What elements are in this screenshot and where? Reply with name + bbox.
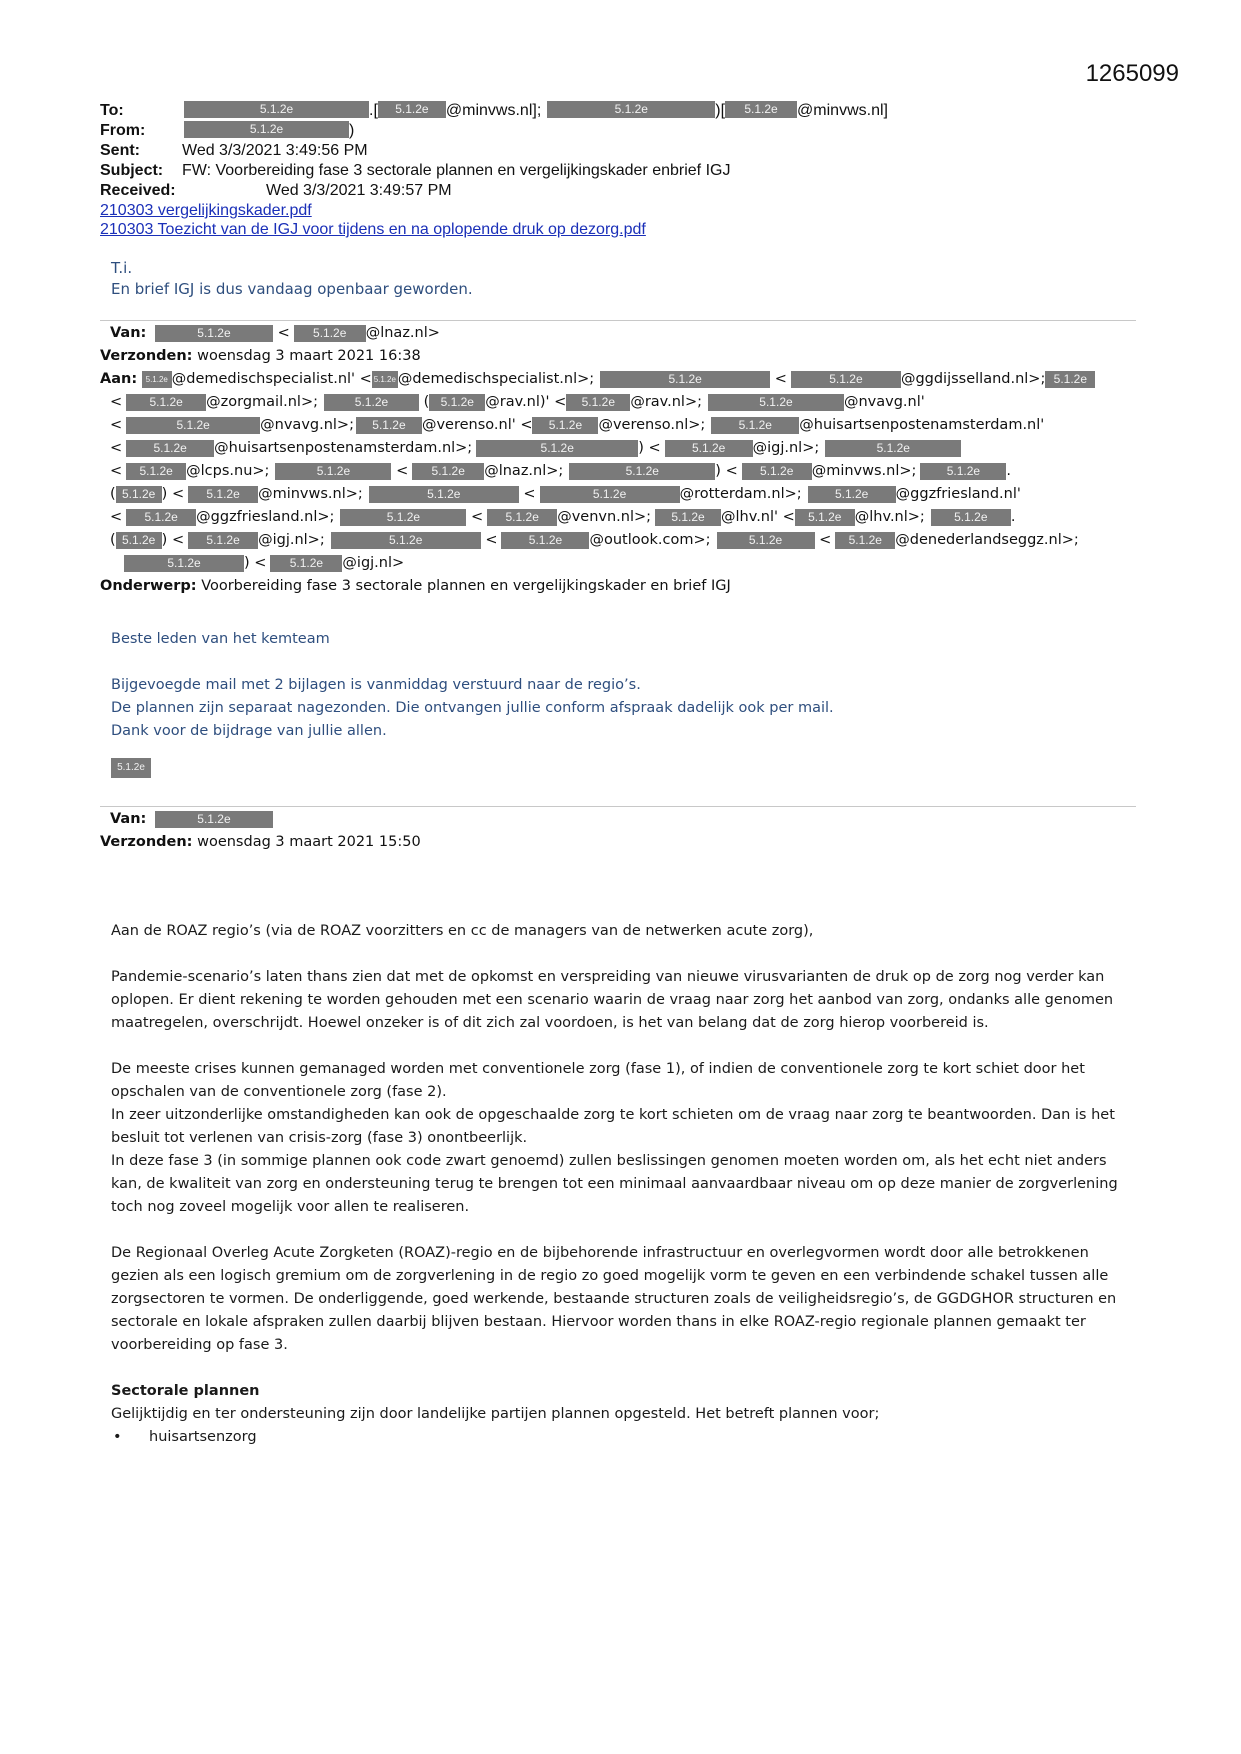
redaction: 5.1.2e [566, 394, 630, 411]
recipient-text: @lhv.nl' < [721, 509, 795, 525]
redaction: 5.1.2e [356, 417, 422, 434]
recipient-text: @demedischspecialist.nl' < [171, 371, 372, 387]
received-label: Received: [100, 182, 176, 199]
redaction: 5.1.2e [188, 532, 258, 549]
from-row [100, 121, 1160, 141]
van-label: Van: [110, 325, 147, 341]
verzonden-row [100, 345, 1140, 368]
redaction: 5.1.2e [487, 509, 557, 526]
verzonden-label: Verzonden: [100, 834, 193, 850]
redaction: 5.1.2e [808, 486, 896, 503]
redaction: 5.1.2e [116, 486, 162, 503]
redaction: 5.1.2e [275, 463, 391, 480]
redaction: 5.1.2e [294, 325, 366, 342]
redaction: 5.1.2e [717, 532, 815, 549]
letter-body [111, 920, 1131, 1449]
redaction: 5.1.2e [126, 440, 214, 457]
sent-value: Wed 3/3/2021 3:49:56 PM [182, 142, 368, 159]
redaction: 5.1.2e [184, 101, 369, 118]
recipient-text: < [110, 509, 123, 525]
van-row [100, 808, 1140, 831]
email-header [100, 101, 1160, 239]
redaction: 5.1.2e [324, 394, 419, 411]
redaction: 5.1.2e [540, 486, 680, 503]
redaction: 5.1.2e [126, 394, 206, 411]
redaction: 5.1.2e [126, 463, 186, 480]
document-number: 1265099 [1085, 60, 1179, 87]
redaction: 5.1.2e [1045, 371, 1095, 388]
redaction: 5.1.2e [372, 371, 398, 388]
attachments [100, 201, 1160, 239]
subject-value: FW: Voorbereiding fase 3 sectorale plannen en vergelijkingskader enbrief IGJ [182, 162, 731, 179]
letter-paragraph: Aan de ROAZ regio’s (via de ROAZ voorzitters en cc de managers van de netwerken acute zorg), [111, 923, 814, 939]
recipient-text: @lcps.nu>; [186, 463, 270, 479]
letter-paragraph: De meeste crises kunnen gemanaged worden met conventionele zorg (fase 1), of indien de conventionele zorg te kort schiet door het opschalen van de conventionele zorg (fase 2). [111, 1061, 1085, 1100]
recipient-text: @ggzfriesland.nl>; [196, 509, 335, 525]
received-value: Wed 3/3/2021 3:49:57 PM [266, 182, 452, 199]
to-row [100, 101, 1160, 121]
list-item-text: huisartsenzorg [149, 1429, 257, 1445]
redaction: 5.1.2e [476, 440, 638, 457]
recipient-text: ( [423, 394, 430, 410]
recipient-text: ) < [161, 532, 185, 548]
verzonden-value: woensdag 3 maart 2021 15:50 [197, 834, 421, 850]
redaction: 5.1.2e [116, 532, 162, 549]
received-row [100, 181, 1160, 201]
recipient-text: @outlook.com>; [589, 532, 711, 548]
forward-header-1 [100, 322, 1140, 598]
recipient-text: < [110, 463, 123, 479]
recipient-text: @minvws.nl>; [811, 463, 917, 479]
redaction: 5.1.2e [742, 463, 812, 480]
letter-paragraph: De Regionaal Overleg Acute Zorgketen (ROAZ)-regio en de bijbehorende infrastructuur en overlegvormen wordt door alle betrokkenen gezien als een logisch gremium om de zorgverlening in de regio zo goed mogelijk vorm te geven en een verbindende schakel tussen alle zorgsectoren te vormen. De onderliggende, goed werkende, bestaande structuren zoals de veiligheidsregio’s, de GGDGHOR structuren en sectorale en lokale afspraken zullen daarbij blijven bestaan. Hiervoor worden thans in elke ROAZ-regio regionale plannen gemaakt ter voorbereiding op fase 3. [111, 1245, 1117, 1353]
recipient-text: @lnaz.nl>; [484, 463, 564, 479]
recipient-text: @verenso.nl' < [421, 417, 533, 433]
to-text: )[ [715, 102, 726, 119]
redaction: 5.1.2e [665, 440, 753, 457]
verzonden-row [100, 831, 1140, 854]
redaction: 5.1.2e [184, 121, 349, 138]
redaction: 5.1.2e [369, 486, 519, 503]
verzonden-label: Verzonden: [100, 348, 193, 364]
separator [100, 806, 1136, 807]
recipient-text: < [110, 440, 123, 456]
signature-redaction: 5.1.2e [111, 758, 151, 778]
redaction: 5.1.2e [340, 509, 466, 526]
recipient-text: @rav.nl)' < [485, 394, 567, 410]
greeting: Beste leden van het kemteam [111, 631, 330, 647]
verzonden-value: woensdag 3 maart 2021 16:38 [197, 348, 421, 364]
redaction: 5.1.2e [378, 101, 446, 118]
recipient-text: @nvavg.nl' [843, 394, 925, 410]
recipient-text: < [485, 532, 498, 548]
redaction: 5.1.2e [708, 394, 844, 411]
attachment-link[interactable]: 210303 vergelijkingskader.pdf [100, 202, 312, 219]
to-text: @minvws.nl]; [445, 102, 542, 119]
recipient-text: ( [110, 532, 116, 548]
recipient-text: @igj.nl>; [752, 440, 820, 456]
body-line: De plannen zijn separaat nagezonden. Die ontvangen jullie conform afspraak dadelijk ook per mail. [111, 700, 834, 716]
redaction: 5.1.2e [931, 509, 1011, 526]
redaction: 5.1.2e [920, 463, 1006, 480]
recipient-text: . [1010, 509, 1016, 525]
redaction: 5.1.2e [791, 371, 901, 388]
sent-label: Sent: [100, 142, 140, 159]
redaction: 5.1.2e [532, 417, 598, 434]
separator [100, 320, 1136, 321]
recipient-text: @demedischspecialist.nl>; [397, 371, 595, 387]
note-line: T.i. [111, 259, 133, 277]
onderwerp-label: Onderwerp: [100, 578, 197, 594]
recipient-text: < [471, 509, 484, 525]
recipient-text: @ggzfriesland.nl' [895, 486, 1021, 502]
subject-label: Subject: [100, 162, 164, 179]
redaction: 5.1.2e [412, 463, 484, 480]
plan-list [111, 1426, 1131, 1449]
to-label: To: [100, 102, 124, 119]
body-line: Dank voor de bijdrage van jullie allen. [111, 723, 387, 739]
redaction: 5.1.2e [126, 509, 196, 526]
body-line: Bijgevoegde mail met 2 bijlagen is vanmiddag verstuurd naar de regio’s. [111, 677, 641, 693]
redaction: 5.1.2e [331, 532, 481, 549]
redaction: 5.1.2e [124, 555, 244, 572]
to-text: @minvws.nl] [797, 102, 888, 119]
recipient-text: < [819, 532, 832, 548]
sent-row [100, 141, 1160, 161]
redaction: 5.1.2e [501, 532, 589, 549]
redaction: 5.1.2e [547, 101, 715, 118]
redaction: 5.1.2e [711, 417, 799, 434]
redaction: 5.1.2e [155, 811, 273, 828]
recipient-text: @igj.nl>; [258, 532, 325, 548]
recipient-text: ( [110, 486, 116, 502]
redaction: 5.1.2e [126, 417, 260, 434]
attachment-link[interactable]: 210303 Toezicht van de IGJ voor tijdens en na oplopende druk op dezorg.pdf [100, 221, 646, 238]
van-row: Van: 5.1.2e < 5.1.2e @lnaz.nl> [110, 325, 440, 341]
from-label: From: [100, 122, 146, 139]
redaction: 5.1.2e [795, 509, 855, 526]
aan-recipients [100, 368, 1140, 575]
van-label: Van: [110, 811, 147, 827]
recipient-text: @ggdijsselland.nl>; [900, 371, 1046, 387]
note [111, 258, 1131, 300]
redaction: 5.1.2e [188, 486, 258, 503]
recipient-text: ) < [638, 440, 661, 456]
recipient-text: . [1006, 463, 1012, 479]
redaction: 5.1.2e [600, 371, 770, 388]
recipient-text: @nvavg.nl>; [260, 417, 354, 433]
recipient-text: ) < [161, 486, 185, 502]
redaction: 5.1.2e [155, 325, 273, 342]
forward-body-1 [111, 628, 1131, 780]
letter-paragraph: Pandemie-scenario’s laten thans zien dat met de opkomst en verspreiding van nieuwe virusvarianten de druk op de zorg nog verder kan oplopen. Er dient rekening te worden gehouden met een scenario waarin de vraag naar zorg het aanbod van zorg, ondanks alle genomen maatregelen, overschrijdt. Hoewel onzeker is of dit zich zal voordoen, is het van belang dat de zorg hierop voorbereid is. [111, 969, 1114, 1031]
recipient-text: @zorgmail.nl>; [206, 394, 318, 410]
forward-header-2 [100, 808, 1140, 854]
from-text: ) [349, 122, 355, 139]
recipient-text: @denederlandseggz.nl>; [895, 532, 1079, 548]
note-line: En brief IGJ is dus vandaag openbaar geworden. [111, 280, 473, 298]
van-email: @lnaz.nl> [365, 325, 440, 341]
to-text: .[ [369, 102, 378, 119]
redaction: 5.1.2e [825, 440, 961, 457]
redaction: 5.1.2e [569, 463, 715, 480]
recipient-text: < [110, 394, 123, 410]
recipient-text: @rotterdam.nl>; [679, 486, 802, 502]
recipient-text: ) < [715, 463, 738, 479]
letter-paragraph: Gelijktijdig en ter ondersteuning zijn door landelijke partijen plannen opgesteld. Het betreft plannen voor; [111, 1406, 880, 1422]
recipient-text: < [774, 371, 787, 387]
list-item [111, 1426, 1131, 1449]
recipient-text: < [110, 417, 123, 433]
recipient-text: @rav.nl>; [630, 394, 702, 410]
subject-row [100, 161, 1160, 181]
recipient-text: < [523, 486, 536, 502]
redaction: 5.1.2e [429, 394, 485, 411]
recipient-text: @minvws.nl>; [258, 486, 363, 502]
redaction: 5.1.2e [142, 371, 172, 388]
recipient-text: < [396, 463, 409, 479]
recipient-text: ) < [244, 555, 267, 571]
redaction: 5.1.2e [655, 509, 721, 526]
onderwerp-value: Voorbereiding fase 3 sectorale plannen en vergelijkingskader en brief IGJ [201, 578, 731, 594]
letter-paragraph: In zeer uitzonderlijke omstandigheden kan ook de opgeschaalde zorg te kort schieten om de vraag naar zorg te beantwoorden. Dan is het besluit tot verlenen van crisis-zorg (fase 3) onontbeerlijk. [111, 1107, 1115, 1146]
onderwerp-row [100, 575, 1140, 598]
recipient-text: @verenso.nl>; [598, 417, 706, 433]
recipient-text: @venvn.nl>; [557, 509, 652, 525]
recipient-text: @huisartsenpostenamsterdam.nl' [799, 417, 1045, 433]
section-heading: Sectorale plannen [111, 1383, 260, 1399]
redaction: 5.1.2e [725, 101, 797, 118]
letter-paragraph: In deze fase 3 (in sommige plannen ook code zwart genoemd) zullen beslissingen genomen moeten worden om, als het echt niet anders kan, de kwaliteit van zorg en ondersteuning terug te brengen tot een minimaal aanvaardbaar niveau om op deze manier de zorgverlening toch nog zoveel mogelijk voor allen te realiseren. [111, 1153, 1118, 1215]
aan-label: Aan: [100, 371, 138, 387]
recipient-text: @huisartsenpostenamsterdam.nl>; [214, 440, 473, 456]
recipient-text: @igj.nl> [342, 555, 405, 571]
redaction: 5.1.2e [835, 532, 895, 549]
redaction: 5.1.2e [270, 555, 342, 572]
recipient-text: @lhv.nl>; [854, 509, 925, 525]
